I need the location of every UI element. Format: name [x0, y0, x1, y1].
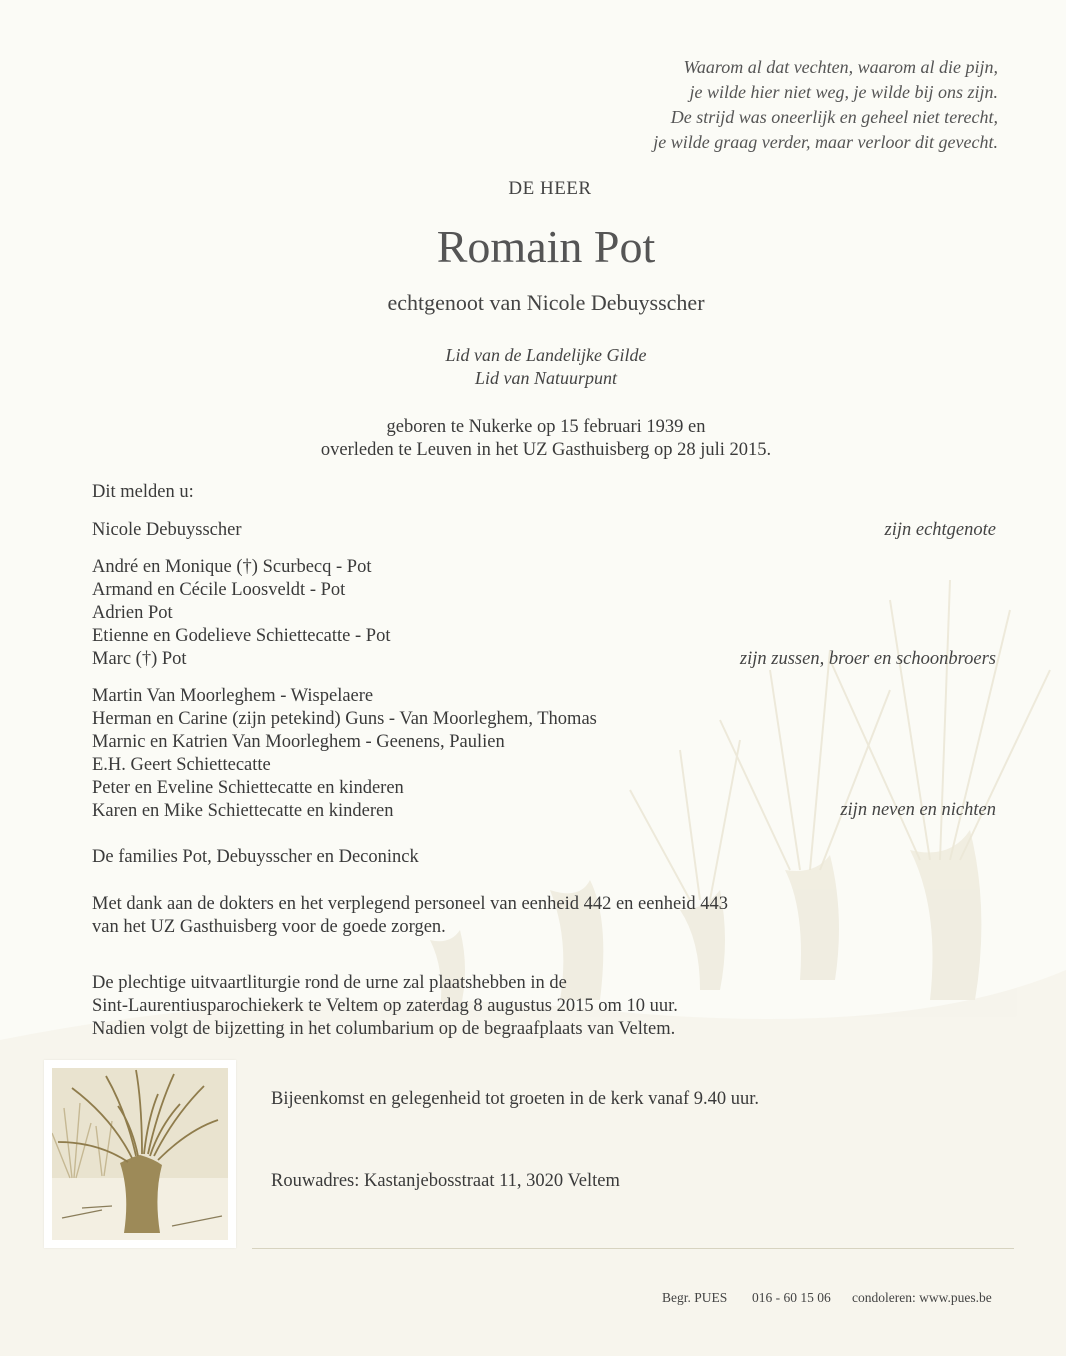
family-name: Marnic en Katrien Van Moorleghem - Geenens, Paulien	[92, 732, 505, 752]
family-name: Nicole Debuysscher	[92, 520, 242, 540]
poem-line: je wilde graag verder, maar verloor dit gevecht.	[653, 132, 998, 152]
family-name: E.H. Geert Schiettecatte	[92, 755, 271, 775]
mourning-address: Rouwadres: Kastanjebosstraat 11, 3020 Veltem	[271, 1171, 620, 1191]
memorial-photo	[44, 1060, 236, 1248]
ceremony-line: Sint-Laurentiusparochiekerk te Veltem op zaterdag 8 augustus 2015 om 10 uur.	[92, 996, 678, 1016]
intro-text: Dit melden u:	[92, 482, 194, 502]
deceased-name: Romain Pot	[436, 221, 656, 272]
spouse-line: echtgenoot van Nicole Debuysscher	[387, 290, 705, 315]
poem-line: Waarom al dat vechten, waarom al die pijn,	[683, 57, 998, 77]
family-name: Adrien Pot	[92, 603, 173, 623]
thanks-line: van het UZ Gasthuisberg voor de goede zorgen.	[92, 917, 446, 937]
undertaker-name: Begr. PUES	[662, 1290, 728, 1305]
role-spouse: zijn echtgenote	[884, 520, 996, 540]
family-name: Peter en Eveline Schiettecatte en kinderen	[92, 778, 404, 798]
undertaker-phone: 016 - 60 15 06	[752, 1290, 831, 1305]
ceremony-line: Nadien volgt de bijzetting in het columbarium op de begraafplaats van Veltem.	[92, 1019, 676, 1039]
poem-line: je wilde hier niet weg, je wilde bij ons zijn.	[689, 82, 998, 102]
condolence-link[interactable]: condoleren: www.pues.be	[852, 1290, 992, 1305]
membership-line: Lid van Natuurpunt	[474, 368, 617, 388]
ceremony-line: De plechtige uitvaartliturgie rond de urne zal plaatshebben in de	[92, 973, 567, 993]
memberships	[0, 344, 1066, 390]
family-name: Marc (†) Pot	[92, 649, 187, 669]
family-name: Martin Van Moorleghem - Wispelaere	[92, 686, 374, 706]
death-line: overleden te Leuven in het UZ Gasthuisberg op 28 juli 2015.	[320, 440, 772, 460]
role-siblings: zijn zussen, broer en schoonbroers	[739, 649, 996, 669]
family-name: André en Monique (†) Scurbecq - Pot	[92, 557, 372, 577]
spouse-group	[92, 519, 242, 542]
other-families: De families Pot, Debuysscher en Deconinck	[92, 847, 419, 867]
family-name: Armand en Cécile Loosveldt - Pot	[92, 580, 346, 600]
thanks-line: Met dank aan de dokters en het verplegend personeel van eenheid 442 en eenheid 443	[92, 894, 728, 914]
thanks-text	[92, 893, 728, 939]
birth-death-info	[0, 416, 1066, 462]
gathering-text: Bijeenkomst en gelegenheid tot groeten in de kerk vanaf 9.40 uur.	[271, 1089, 760, 1109]
willow-tree-photo	[52, 1068, 228, 1240]
family-name: Etienne en Godelieve Schiettecatte - Pot	[92, 626, 391, 646]
poem	[653, 55, 998, 155]
role-nephews: zijn neven en nichten	[840, 800, 996, 820]
membership-line: Lid van de Landelijke Gilde	[445, 345, 647, 365]
family-name: Herman en Carine (zijn petekind) Guns - Van Moorleghem, Thomas	[92, 709, 597, 729]
divider	[252, 1248, 1014, 1249]
nephews-group	[92, 685, 597, 823]
poem-line: De strijd was oneerlijk en geheel niet terecht,	[670, 107, 998, 127]
birth-line: geboren te Nukerke op 15 februari 1939 en	[386, 417, 706, 437]
family-name: Karen en Mike Schiettecatte en kinderen	[92, 801, 394, 821]
siblings-group	[92, 556, 390, 671]
ceremony-text	[92, 972, 678, 1041]
title-prefix: DE HEER	[508, 178, 592, 199]
